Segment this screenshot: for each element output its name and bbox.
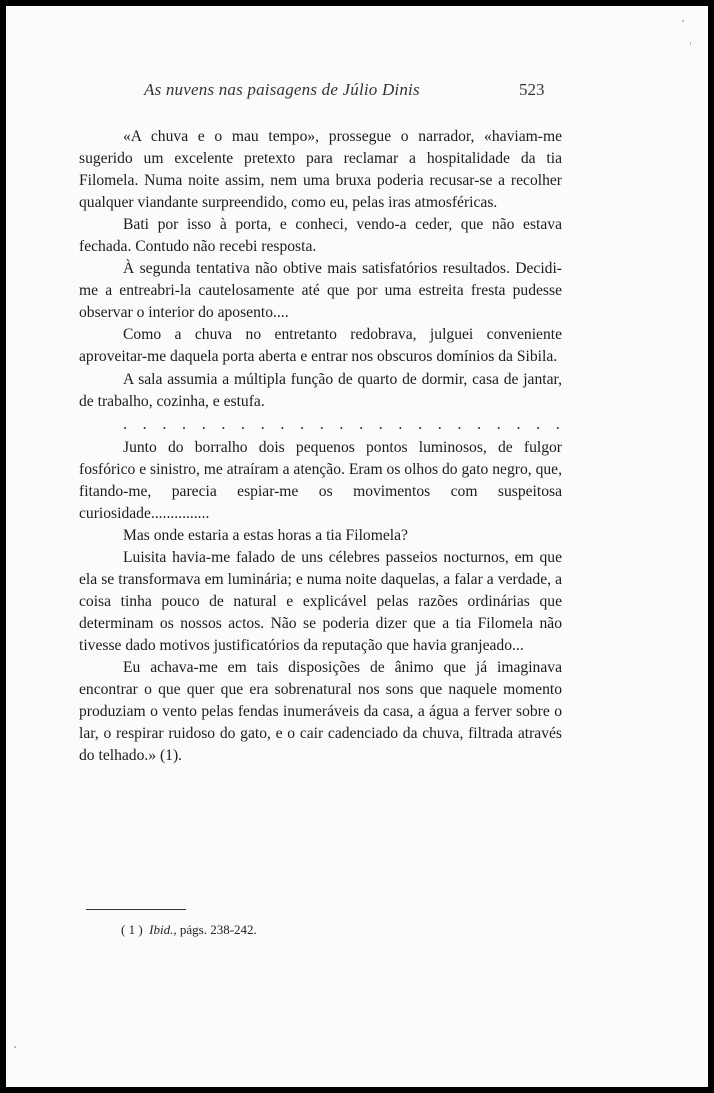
paragraph: Como a chuva no entretanto redobrava, julguei conveniente aproveitar-me daquela porta aberta e entrar nos obscuros domínios da Sibila. xyxy=(79,326,562,366)
ellipsis-dot: . xyxy=(359,415,364,433)
footnote-title: Ibid., xyxy=(149,922,177,937)
ellipsis-dot: . xyxy=(319,415,324,433)
body-text xyxy=(79,126,562,767)
ellipsis-dot: . xyxy=(142,415,147,433)
scan-speck xyxy=(682,20,684,22)
paragraph: A sala assumia a múltipla função de quarto de dormir, casa de jantar, de trabalho, cozinha, e estufa. xyxy=(79,370,562,410)
scan-speck xyxy=(690,42,691,45)
ellipsis-row xyxy=(79,415,562,434)
ellipsis-dot: . xyxy=(241,415,246,433)
ellipsis-dot: . xyxy=(555,415,560,433)
footnote-pages: págs. 238-242. xyxy=(179,922,257,937)
paragraph: Bati por isso à porta, e conheci, vendo-a ceder, que não estava fechada. Contudo não recebi resposta. xyxy=(79,216,562,256)
scan-speck xyxy=(14,1046,16,1048)
paragraph: Eu achava-me em tais disposições de ânimo que já imaginava encontrar o que quer que era sobrenatural nos sons que naquele momento produziam o vento pelas fendas inumeráveis da casa, a água a ferver sobre o lar, o respirar ruidoso do gato, e o cair cadenciado da chuva, filtrada através do telhado.» (1). xyxy=(79,659,562,765)
footnote-rule xyxy=(86,909,186,910)
ellipsis-dot: . xyxy=(516,415,521,433)
paragraph: Luisita havia-me falado de uns célebres passeios nocturnos, em que ela se transformava em luminária; e numa noite daquelas, a falar a verdade, a coisa tinha pouco de natural e explicável pelas razões ordinárias que determinam os nossos actos. Não se poderia dizer que a tia Filomela não tivesse dado motivos justificatórios da reputação que havia granjeado... xyxy=(79,548,562,655)
paragraph: Mas onde estaria a estas horas a tia Filomela? xyxy=(123,526,408,544)
footnote-marker: ( 1 ) xyxy=(121,922,143,937)
ellipsis-dot: . xyxy=(123,415,127,433)
ellipsis-dot: . xyxy=(260,415,265,433)
page-header xyxy=(6,80,708,104)
running-title: As nuvens nas paisagens de Júlio Dinis xyxy=(144,80,420,99)
ellipsis-dot: . xyxy=(162,415,167,433)
ellipsis-dot: . xyxy=(457,415,462,433)
ellipsis-dot: . xyxy=(398,415,403,433)
ellipsis-dot: . xyxy=(378,415,383,433)
paragraph: À segunda tentativa não obtive mais satisfatórios resultados. Decidi-me a entreabri-la cautelosamente até que por uma estreita fresta pudesse observar o interior do aposento.... xyxy=(79,260,562,322)
ellipsis-dot: . xyxy=(182,415,187,433)
ellipsis-dot: . xyxy=(280,415,285,433)
ellipsis-dot: . xyxy=(201,415,206,433)
ellipsis-dot: . xyxy=(300,415,305,433)
footnote xyxy=(121,922,257,938)
ellipsis-dot: . xyxy=(477,415,482,433)
ellipsis-dot: . xyxy=(339,415,344,433)
ellipsis-dot: . xyxy=(536,415,541,433)
ellipsis-dot: . xyxy=(418,415,423,433)
ellipsis-dot: . xyxy=(221,415,226,433)
paragraph: «A chuva e o mau tempo», prossegue o narrador, «haviam-me sugerido um excelente pretexto para reclamar a hospitalidade da tia Filomela. Numa noite assim, nem uma bruxa poderia recusar-se a recolher qualquer viandante surpreendido, como eu, pelas iras atmosféricas. xyxy=(79,128,562,212)
ellipsis-dot: . xyxy=(437,415,442,433)
book-page xyxy=(6,6,708,1087)
page-number: 523 xyxy=(519,80,545,99)
paragraph: Junto do borralho dois pequenos pontos luminosos, de fulgor fosfórico e sinistro, me atraíram a atenção. Eram os olhos do gato negro, que, fitando-me, parecia espiar-me os movimentos com suspeitosa curiosidade............... xyxy=(79,438,562,522)
ellipsis-dot: . xyxy=(496,415,501,433)
